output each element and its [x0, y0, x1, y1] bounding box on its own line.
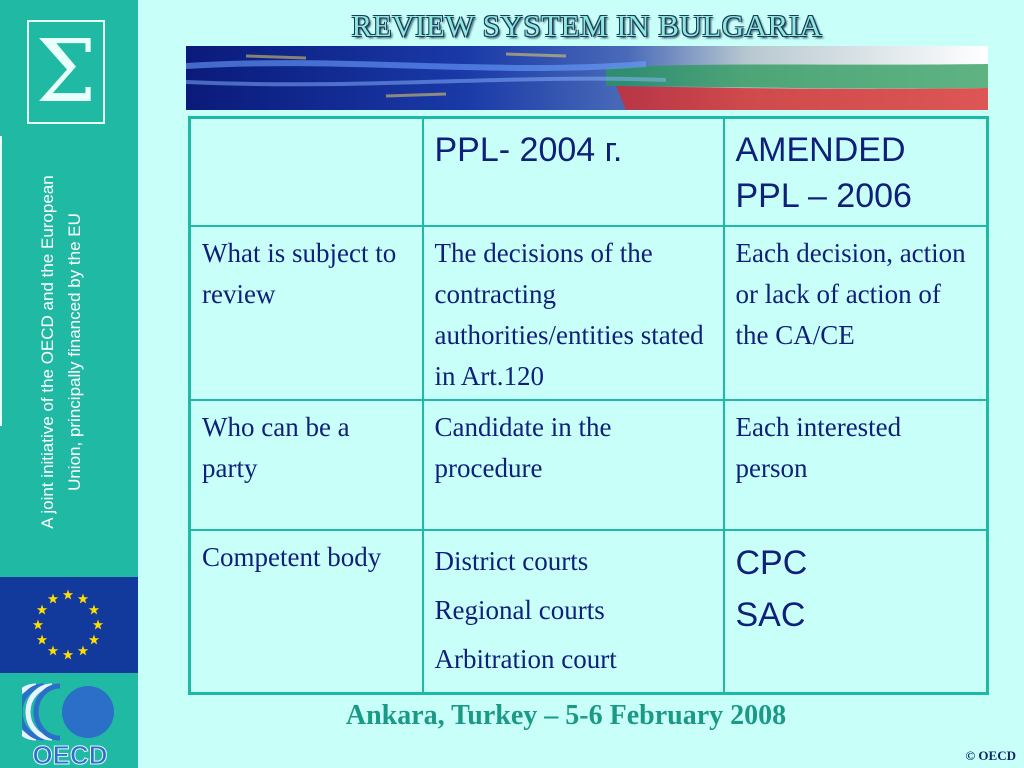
eu-star-icon — [33, 620, 43, 630]
sigma-icon: Σ — [35, 22, 97, 122]
sidebar-text-line2: Union, principally financed by the EU — [65, 213, 84, 491]
oecd-logo-text: OECD — [32, 740, 108, 768]
sidebar-vertical-text — [34, 132, 104, 572]
eu-star-icon — [78, 594, 88, 604]
row-label: Competent body — [190, 530, 423, 694]
eu-star-icon — [89, 635, 99, 645]
row-cell-2006: Each decision, action or lack of action of the CA/CE — [724, 226, 988, 400]
table-row — [190, 226, 988, 400]
eu-star-icon — [48, 594, 58, 604]
review-comparison-table — [188, 116, 989, 695]
sidebar-text-line1: A joint initiative of the OECD and the European — [38, 175, 57, 529]
list-item: CPC — [735, 543, 808, 582]
eu-star-icon — [37, 605, 47, 615]
sidebar — [0, 0, 138, 768]
eu-star-icon — [37, 635, 47, 645]
eu-star-icon — [63, 650, 73, 660]
bulgaria-flag-banner — [186, 46, 988, 110]
footer-location-date: Ankara, Turkey – 5-6 February 2008 — [345, 700, 787, 731]
eu-star-icon — [63, 590, 73, 600]
header-cell-empty — [190, 118, 423, 226]
table-header-row — [190, 118, 988, 226]
eu-star-icon — [93, 620, 103, 630]
eu-flag-icon — [0, 577, 138, 673]
page-title: REVIEW SYSTEM IN BULGARIA — [351, 8, 823, 43]
header-cell-amended-ppl-2006: AMENDED PPL – 2006 — [724, 118, 988, 226]
list-item: SAC — [735, 595, 806, 634]
eu-star-icon — [89, 605, 99, 615]
eu-star-icon — [48, 645, 58, 655]
row-cell-2004: Candidate in the procedure — [423, 400, 724, 530]
row-cell-2004: The decisions of the contracting authorities/entities stated in Art.120 — [423, 226, 724, 400]
row-label: What is subject to review — [190, 226, 423, 400]
list-item: Arbitration court — [434, 643, 617, 674]
row-cell-2006 — [724, 530, 988, 694]
row-label: Who can be a party — [190, 400, 423, 530]
table-row — [190, 530, 988, 694]
eu-star-icon — [78, 645, 88, 655]
table-row — [190, 400, 988, 530]
row-cell-2004 — [423, 530, 724, 694]
row-cell-2006: Each interested person — [724, 400, 988, 530]
oecd-logo — [22, 680, 118, 768]
copyright-notice: © OECD — [965, 748, 1016, 763]
list-item: Regional courts — [434, 594, 605, 625]
sidebar-divider — [0, 136, 2, 426]
header-cell-ppl-2004: PPL- 2004 г. — [423, 118, 724, 226]
sigma-logo — [27, 20, 105, 124]
list-item: District courts — [434, 545, 589, 576]
